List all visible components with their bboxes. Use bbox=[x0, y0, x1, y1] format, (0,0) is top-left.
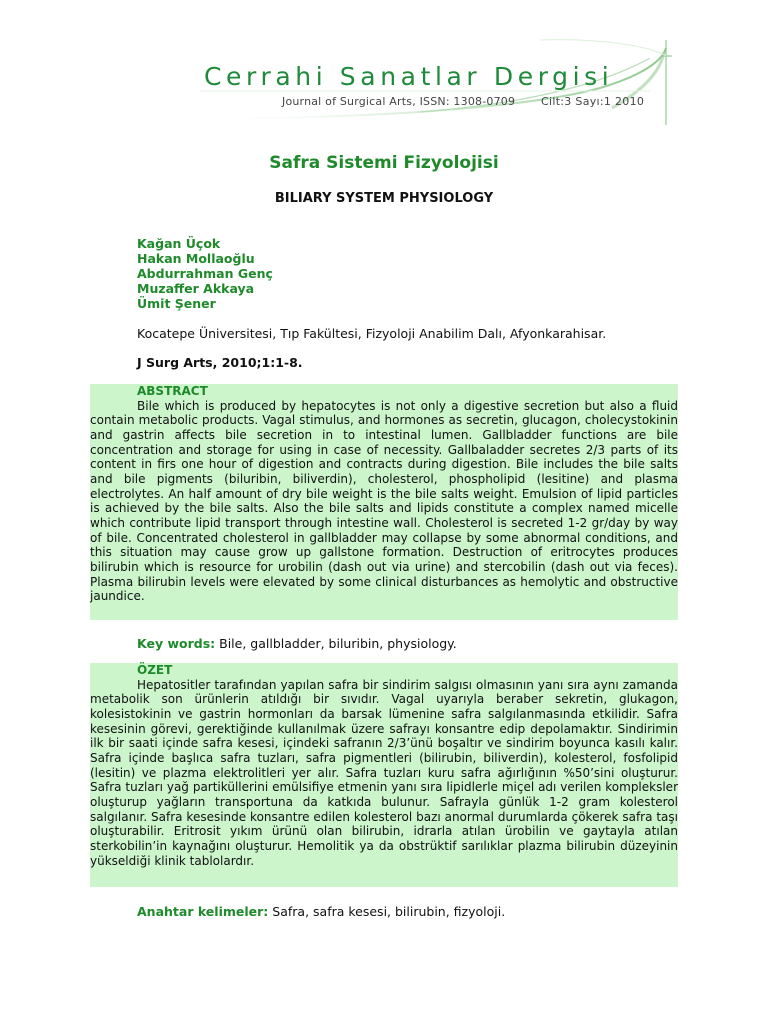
abstract-heading: ABSTRACT bbox=[137, 384, 208, 398]
abstract-box bbox=[90, 384, 678, 620]
journal-header bbox=[0, 0, 768, 130]
author-name: Hakan Mollaoğlu bbox=[137, 251, 255, 266]
author-list bbox=[137, 236, 273, 311]
article-subtitle: BILIARY SYSTEM PHYSIOLOGY bbox=[274, 191, 494, 206]
abstract-text: Bile which is produced by hepatocytes is not only a digestive secretion but also a fluid contain metabolic products. Vagal stimulus, and hormones as secretin, glucagon, cholecystokinin and gastrin affects bile secretion in to intestinal lumen. Gallbladder functions are bile concentration and storage for using in case of necessity. Gallbaladder secretes 2/3 parts of its content in firs one hour of digestion and contracts during digestion. Bile includes the bile salts and bile pigments (biluribin, biliverdin), cholesterol, phospholipid (lesitine) and plasma electrolytes. An half amount of dry bile weight is the bile salts weight. Emulsion of lipid particles is achieved by the bile salts. Also the bile salts and lipids constitute a complex named micelle which contribute lipid transport through intestine wall. Cholesterol is secreted 1-2 gr/day by way of bile. Concentrated cholesterol in gallbladder may collapse by some abnormal conditions, and this situation may cause grow up gallstone formation. Destruction of eritrocytes produces bilirubin which is resource for urobilin (dash out via urine) and stercobilin (dash out via feces). Plasma bilirubin levels were elevated by some clinical disturbances as hemolytic and obstructive jaundice. bbox=[90, 398, 678, 604]
ozet-text: Hepatositler tarafından yapılan safra bir sindirim salgısı olmasının yanı sıra aynı zamanda metabolik son ürünlerin atıldığı bir sıvıdır. Vagal uyarıyla beraber sekretin, glukagon, kolesistokinin ve gastrin hormonları da barsak lümenine safra salgılanmasında etkilidir. Safra kesesinin görevi, gerektiğinde kullanılmak üzere safrayı konsantre edip depolamaktır. Sindirimin ilk bir saati içinde safra kesesi, içindeki safranın 2/3’ünü boşaltır ve sindirim boyunca kasılı kalır. Safra içinde başlıca safra tuzları, safra pigmentleri (bilirubin, biliverdin), kolesterol, fosfolipid (lesitin) ve plazma elektrolitleri yer alır. Safra tuzları kuru safra ağırlığının %50’sini oluşturur. Safra tuzları yağ partiküllerini emülsifiye etmenin yanı sıra lipidlerle miçel adı verilen kompleksler oluşturup yağların transportuna da katkıda bulunur. Safrayla günlük 1-2 gram kolesterol salgılanır. Safra kesesinde konsantre edilen kolesterol bazı anormal durumlarda çökerek safra taşı oluşturabilir. Eritrosit yıkım ürünü olan bilirubin, idrarla atılan ürobilin ve gaytayla atılan sterkobilin’in kaynağını oluşturur. Hemolitik ya da obstrüktif sarılıklar plazma bilirubin düzeyinin yükseldiği klinik tablolardır. bbox=[90, 677, 678, 868]
anahtar-kelimeler-text: Safra, safra kesesi, bilirubin, fizyoloji. bbox=[272, 904, 506, 919]
keywords-label: Key words: bbox=[137, 636, 216, 651]
affiliation: Kocatepe Üniversitesi, Tıp Fakültesi, Fizyoloji Anabilim Dalı, Afyonkarahisar. bbox=[137, 326, 607, 341]
journal-volume: Cilt:3 Sayı:1 2010 bbox=[541, 95, 645, 108]
keywords-text: Bile, gallbladder, biluribin, physiology. bbox=[219, 636, 457, 651]
author-name: Muzaffer Akkaya bbox=[137, 281, 255, 296]
author-name: Ümit Şener bbox=[137, 296, 216, 311]
article-title: Safra Sistemi Fizyolojisi bbox=[269, 153, 499, 173]
journal-issn: Journal of Surgical Arts, ISSN: 1308-0709 bbox=[282, 95, 516, 108]
journal-name: Cerrahi Sanatlar Dergisi bbox=[204, 62, 614, 91]
anahtar-kelimeler-label: Anahtar kelimeler: bbox=[137, 904, 269, 919]
ozet-box bbox=[90, 663, 678, 887]
author-name: Abdurrahman Genç bbox=[137, 266, 273, 281]
keywords-line bbox=[137, 636, 457, 651]
anahtar-kelimeler-line bbox=[137, 904, 505, 919]
author-name: Kağan Üçok bbox=[137, 236, 221, 251]
citation: J Surg Arts, 2010;1:1-8. bbox=[137, 355, 303, 370]
ozet-heading: ÖZET bbox=[137, 663, 173, 677]
